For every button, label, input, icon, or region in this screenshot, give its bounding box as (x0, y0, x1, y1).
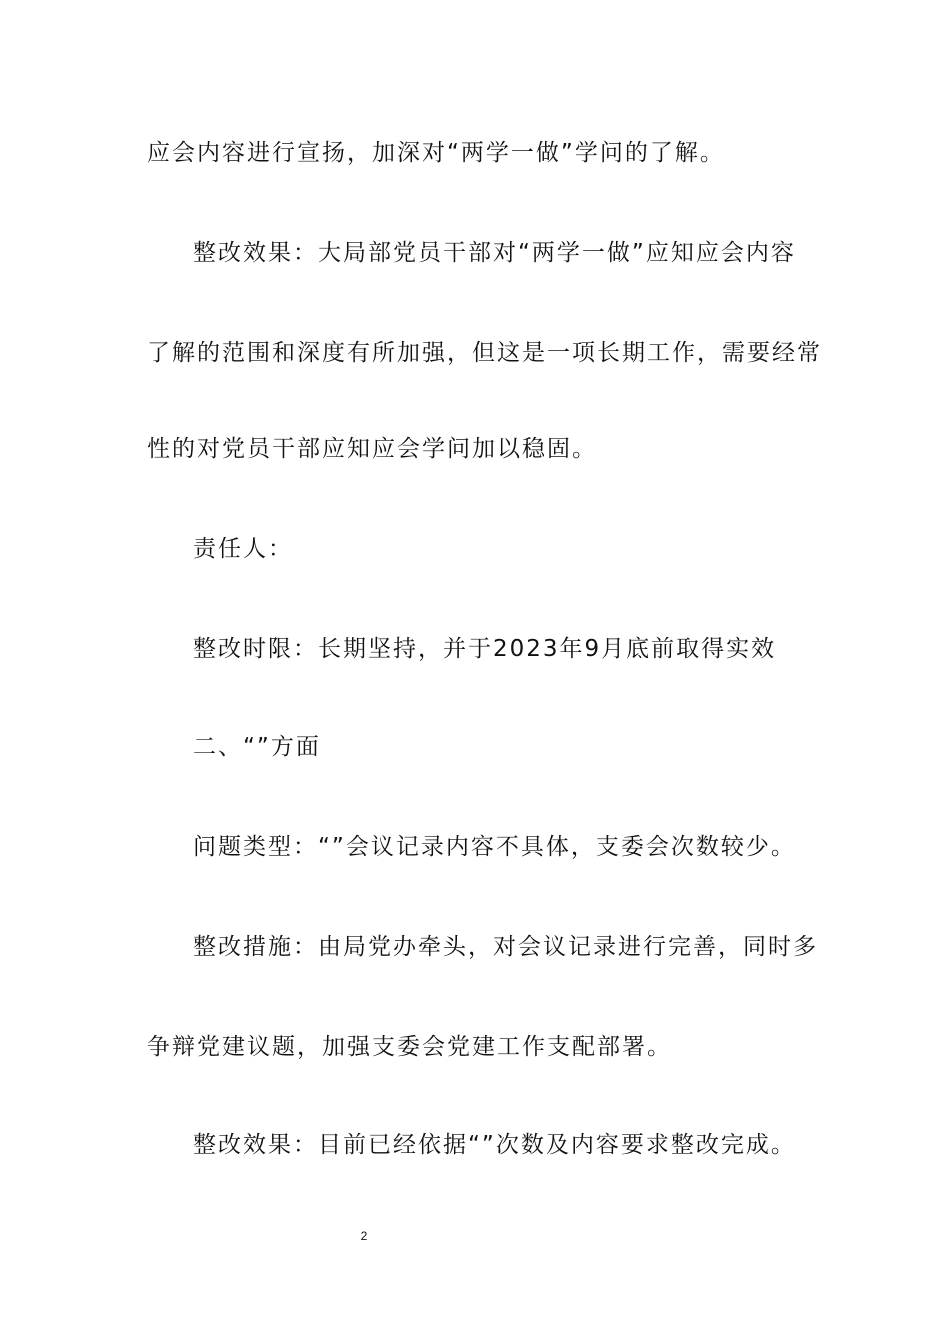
paragraph-line: 了解的范围和深度有所加强，但这是一项长期工作，需要经常 (147, 340, 822, 366)
measure-line: 整改措施：由局党办牵头，对会议记录进行完善，同时多 (193, 934, 818, 960)
paragraph-line: 应会内容进行宣扬，加深对“两学一做”学问的了解。 (147, 140, 725, 166)
responsible-person-line: 责任人： (193, 536, 293, 562)
section-heading: 二、“”方面 (193, 734, 321, 760)
paragraph-line: 争辩党建议题，加强支委会党建工作支配部署。 (147, 1034, 672, 1060)
page-number: 2 (360, 1229, 368, 1243)
deadline-line: 整改时限：长期坚持，并于2023年9月底前取得实效 (193, 636, 777, 662)
problem-type-line: 问题类型：“”会议记录内容不具体，支委会次数较少。 (193, 834, 796, 860)
paragraph-line: 整改效果：大局部党员干部对“两学一做”应知应会内容 (193, 240, 796, 266)
result-line: 整改效果：目前已经依据“”次数及内容要求整改完成。 (193, 1132, 796, 1158)
paragraph-line: 性的对党员干部应知应会学问加以稳固。 (147, 436, 597, 462)
